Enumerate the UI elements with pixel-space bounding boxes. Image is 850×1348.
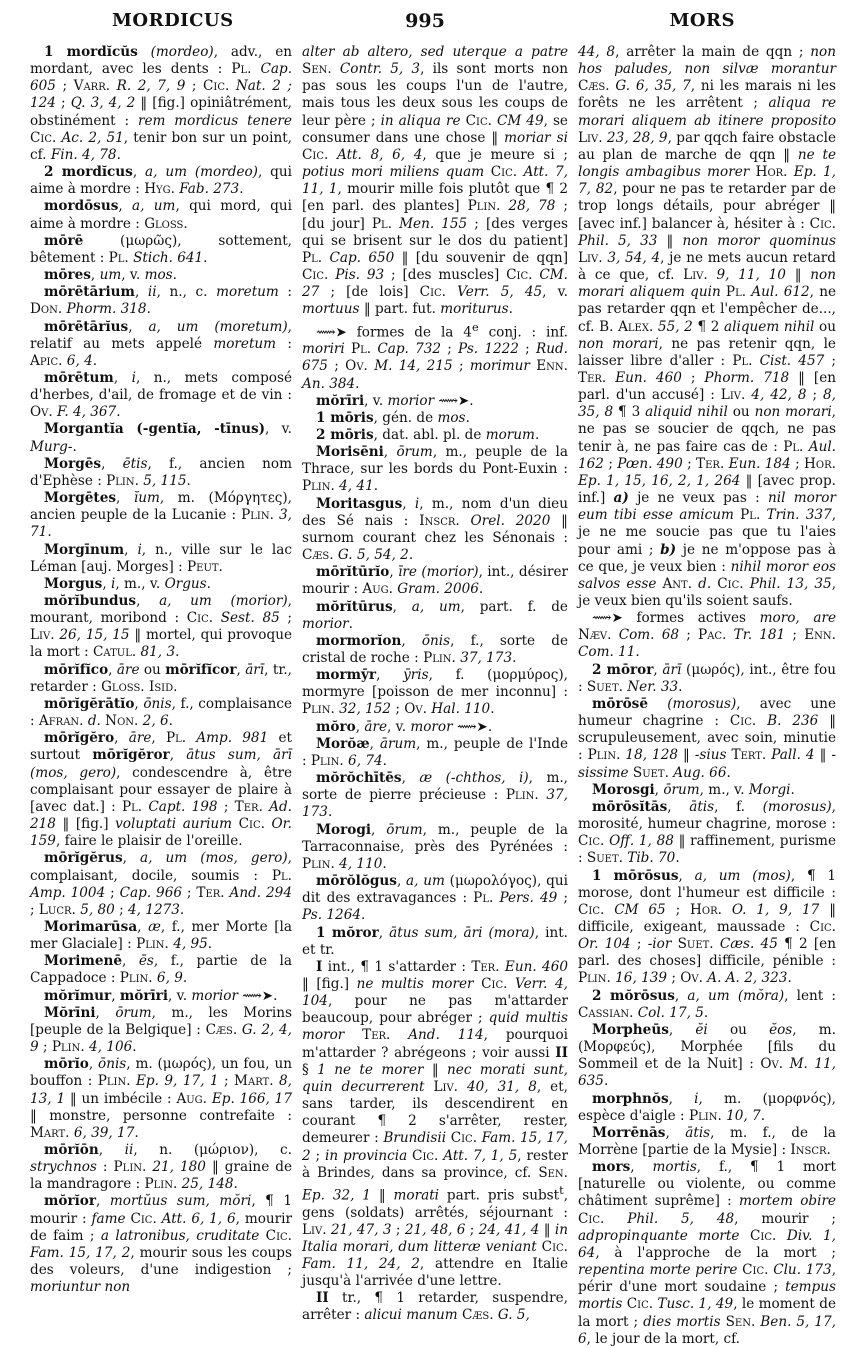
dictionary-entry: 1 mōris, gén. de mos. [316, 409, 470, 426]
dictionary-entry: mŏro, āre, v. moror ⟿➤. [316, 718, 493, 735]
dictionary-entry: I int., ¶ 1 s'attarder : Ter. Eun. 460 ‖ [fig.] ne multis morer Cic. Verr. 4, 104, pour ne pas m'attarder beaucoup, pour abréger ; quid multis moror Ter. And. 114, pourquoi m'attarder ? abrégeons ; voir aussi II § 1 ne te morer ‖ nec morati sunt, quin decurrerent Liv. 40, 31, 8, et, sans tarder, ils descendirent en courant ¶ 2 s'arrêter, rester, demeurer : Brundisii Cic. Fam. 15, 17, 2 ; in provincia Cic. Att. 7, 1, 5, rester à Brindes, dans sa province, cf. Sen. Ep. 32, 1 ‖ morati part. pris subst$^t$, gens (soldats) arrêtés, séjournant : Liv. 21, 47, 3 ; 21, 48, 6 ; 24, 41, 4 ‖ in Italia morari, dum litteræ veniant Cic. Fam. 11, 24, 2, attendre en Italie jusqu'à l'arrivée d'une lettre. [302, 958, 569, 1290]
column-right [578, 44, 836, 1348]
dictionary-entry: II tr., ¶ 1 retarder, suspendre, arrêter : alicui manum Cæs. G. 5, [302, 1290, 568, 1324]
dictionary-entry: Morgēs, ētis, f., ancien nom d'Ephèse : Plin. 5, 115. [30, 455, 292, 489]
dictionary-entry: mōrētārĭus, a, um (moretum), relatif au mets appelé moretum : Apic. 6, 4. [30, 318, 292, 369]
dictionary-entry: mōrētārium, ii, n., c. moretum : Don. Phorm. 318. [30, 284, 292, 318]
dictionary-entry: Mŏrīni, ōrum, m., les Morins [peuple de la Belgique] : Cæs. G. 2, 4, 9 ; Plin. 4, 106. [30, 1004, 292, 1056]
dictionary-entry: morphnŏs, i, m. (μορφνός), espèce d'aigle : Plin. 10, 7. [578, 1090, 836, 1124]
dictionary-entry: mŏrŏchītēs, æ (-chthos, i), m., sorte de pierre précieuse : Plin. 37, 173. [302, 770, 568, 821]
dictionary-entry: mŏrīri, v. morior ⟿➤. [316, 392, 474, 409]
dictionary-entry: mōres, um, v. mos. [44, 267, 177, 284]
dictionary-entry: Morogi, ōrum, m., peuple de la Tarraconnaise, près des Pyrénées : Plin. 4, 110. [302, 821, 568, 872]
right-running-head: MORS [669, 10, 735, 31]
dictionary-entry: mormorĭon, ōnis, f., sorte de cristal de roche : Plin. 37, 173. [302, 632, 568, 666]
dictionary-entry: mŏrĭmur, mŏrīri, v. morior ⟿➤. [44, 987, 278, 1004]
dictionary-entry: mŏrĭbundus, a, um (morior), mourant, moribond : Cic. Sest. 85 ; Liv. 26, 15, 15 ‖ mortel, qui provoque la mort : Catul. 81, 3. [30, 593, 292, 661]
page-number: 995 [405, 10, 445, 32]
dictionary-entry: Morimenē, ēs, f., partie de la Cappadoce : Plin. 6, 9. [30, 953, 292, 987]
dictionary-entry: Morimarūsa, æ, f., mer Morte [la mer Glaciale] : Plin. 4, 95. [30, 918, 292, 953]
dictionary-entry: mōrē (μωρῶς), sottement, bêtement : Pl. Stich. 641. [30, 232, 292, 266]
dictionary-entry: 2 mŏrōsus, a, um (mŏra), lent : Cassian. Col. 17, 5. [578, 987, 837, 1021]
dictionary-entry: Morgīnum, i, n., ville sur le lac Léman [auj. Morges] : Peut. [30, 541, 292, 575]
dictionary-entry: mōrĭtūrĭo, īre (morior), int., désirer mourir : Aug. Gram. 2006. [302, 564, 568, 598]
dictionary-entry: ⟿➤ formes de la 4e conj. : inf. moriri Pl. Cap. 732 ; Ps. 1222 ; Rud. 675 ; Ov. M. 14, 215 ; morimur Enn. An. 384. [302, 319, 569, 392]
dictionary-entry: 1 mordĭcŭs (mordeo), adv., en mordant, avec les dents : Pl. Cap. 605 ; Varr. R. 2, 7, 9 ; Cic. Nat. 2 ; 124 ; Q. 3, 4, 2 ‖ [fig.] opiniâtrément, obstinément : rem mordicus tenere Cic. Ac. 2, 51, tenir bon sur un point, cf. Fin. 4, 78. [30, 44, 293, 163]
dictionary-entry: 1 mŏror, ātus sum, āri (mora), int. et tr. [302, 924, 568, 958]
dictionary-entry: Morpheūs, ĕi ou ĕos, m. (Μορφεύς), Morphée [fils du Sommeil et de la Nuit] : Ov. M. 11, 635. [578, 1021, 836, 1090]
dictionary-entry: Morgantĭa (-gentĭa, -tīnus), v. Murg-. [30, 421, 292, 455]
dictionary-entry: Morrēnās, ātis, m. f., de la Morrène [partie de la Mysie] : Inscr. [578, 1124, 836, 1158]
dictionary-entry: Morisēni, ōrum, m., peuple de la Thrace, sur les bords du Pont-Euxin : Plin. 4, 41. [302, 444, 568, 495]
column-middle [302, 44, 568, 1325]
dictionary-entry: 2 mōris, dat. abl. pl. de morum. [316, 426, 540, 443]
dictionary-entry: Morgus, i, m., v. Orgus. [44, 575, 211, 592]
dictionary-entry: mōrĭfĭco, āre ou mōrĭfĭcor, ārī, tr., retarder : Gloss. Isid. [30, 661, 292, 695]
dictionary-entry: mormȳr, ȳris, f. (μορμύρος), mormyre [poisson de mer inconnu] : Plin. 32, 152 ; Ov. Hal. 110. [302, 667, 568, 718]
dictionary-entry: 2 mordĭcus, a, um (mordeo), qui aime à mordre : Hyg. Fab. 273. [30, 164, 292, 198]
dictionary-entry: mōrōsē (morosus), avec une humeur chagrine : Cic. B. 236 ‖ scrupuleusement, avec soin, minutie : Plin. 18, 128 ‖ -sius Tert. Pall. 4 ‖ -sissime Suet. Aug. 66. [578, 695, 837, 781]
dictionary-entry: Moritasgus, i, m., nom d'un dieu des Sé nais : Inscr. Orel. 2020 ‖ surnom courant chez les Sénonais : Cæs. G. 5, 54, 2. [302, 495, 568, 564]
dictionary-entry: Morgētes, ĭum, m. (Μόργητες), ancien peuple de la Lucanie : Plin. 3, 71. [30, 490, 292, 541]
dictionary-entry: mordōsus, a, um, qui mord, qui aime à mordre : Gloss. [30, 198, 292, 232]
dictionary-entry: 2 mōror, ārī (μωρός), int., être fou : Suet. Ner. 33. [578, 661, 836, 695]
dictionary-entry: mōrĭgĕro, āre, Pl. Amp. 981 et surtout mōrĭgĕror, ātus sum, ārī (mos, gero), condescendre à, être complaisant pour essayer de plaire à [avec dat.] : Pl. Capt. 198 ; Ter. Ad. 218 ‖ [fig.] voluptati aurium Cic. Or. 159, faire le plaisir de l'oreille. [30, 730, 292, 850]
dictionary-entry: mōrōsĭtās, ātis, f. (morosus), morosité, humeur chagrine, morose : Cic. Off. 1, 88 ‖ raffinement, purisme : Suet. Tib. 70. [578, 798, 836, 867]
dictionary-entry: mŏrĭtūrus, a, um, part. f. de morior. [302, 598, 568, 632]
dictionary-entry: alter ab altero, sed uterque a patre Sen. Contr. 5, 3, ils sont morts non pas sous les coups l'un de l'autre, mais tous les deux sous les coups de leur père ; in aliqua re Cic. CM 49, se consumer dans une chose ‖ moriar si Cic. Att. 8, 6, 4, que je meure si ; potius mori miliens quam Cic. Att. 7, 11, 1, mourir mille fois plutôt que ¶ 2 [en parl. des plantes] Plin. 28, 78 ; [du jour] Pl. Men. 155 ; [des verges qui se brisent sur le dos du patient] Pl. Cap. 650 ‖ [du souvenir de qqn] Cic. Pis. 93 ; [des muscles] Cic. CM. 27 ; [de lois] Cic. Verr. 5, 45, v. mortuus ‖ part. fut. moriturus. [302, 44, 569, 318]
dictionary-entry: mōrĭōn, ii, n. (μώριον), c. strychnos : Plin. 21, 180 ‖ graine de la mandragore : Plin. 25, 148. [30, 1142, 292, 1193]
dictionary-entry: mōrētum, i, n., mets composé d'herbes, d'ail, de fromage et de vin : Ov. F. 4, 367. [30, 369, 292, 421]
page-header [0, 10, 850, 36]
dictionary-entry: 44, 8, arrêter la main de qqn ; non hos paludes, non silvæ morantur Cæs. G. 6, 35, 7, ni les marais ni les forêts ne les arrêtent ; aliqua re morari aliquem ab itinere proposito Liv. 23, 28, 9, par qqch faire obstacle au plan de marche de qqn ‖ ne te longis ambagibus morer Hor. Ep. 1, 7, 82, pour ne pas te retarder par de trop longs détails, pour abréger ‖ [avec inf.] balancer à, hésiter à : Cic. Phil. 5, 33 ‖ non moror quominus Liv. 3, 54, 4, je ne mets aucun retard à ce que, cf. Liv. 9, 11, 10 ‖ non morari aliquem quin Pl. Aul. 612, ne pas retarder qqn et l'empêcher de..., cf. B. Alex. 55, 2 ¶ 2 aliquem nihil ou non morari, ne pas retenir qqn, le laisser libre d'aller : Pl. Cist. 457 ; Ter. Eun. 460 ; Phorm. 718 ‖ [en parl. d'un accusé] : Liv. 4, 42, 8 ; 8, 35, 8 ¶ 3 aliquid nihil ou non morari, ne pas se soucier de qqch, ne pas tenir à, ne pas faire cas de : Pl. Aul. 162 ; Pœn. 490 ; Ter. Eun. 184 ; Hor. Ep. 1, 15, 16, 2, 1, 264 ‖ [avec prop. inf.] a) je ne veux pas : nil moror eum tibi esse amicum Pl. Trin. 337, je ne me soucie pas que tu l'aies pour ami ; b) je ne m'oppose pas à ce que, je veux bien : nihil moror eos salvos esse Ant. d. Cic. Phil. 13, 35, je veux bien qu'ils soient saufs. [578, 44, 837, 609]
dictionary-entry: mŏrĭor, mortŭus sum, mŏri, ¶ 1 mourir : fame Cic. Att. 6, 1, 6, mourir de faim ; a latronibus, cruditate Cic. Fam. 15, 17, 2, mourir sous les coups des voleurs, d'une indigestion ; moriuntur non [30, 1193, 293, 1296]
dictionary-entry: mōrŏlŏgus, a, um (μωρολόγος), qui dit des extravagances : Pl. Pers. 49 ; Ps. 1264. [302, 873, 568, 924]
left-running-head: MORDICUS [112, 10, 234, 31]
dictionary-entry: 1 mōrōsus, a, um (mos), ¶ 1 morose, dont l'humeur est difficile : Cic. CM 65 ; Hor. O. 1, 9, 17 ‖ difficile, exigeant, maussade : Cic. Or. 104 ; -ior Suet. Cæs. 45 ¶ 2 [en parl. des choses] difficile, pénible : Plin. 16, 139 ; Ov. A. A. 2, 323. [578, 867, 837, 987]
dictionary-entry: mōrĭo, ōnis, m. (μωρός), un fou, un bouffon : Plin. Ep. 9, 17, 1 ; Mart. 8, 13, 1 ‖ un imbécile : Aug. Ep. 166, 17 ‖ monstre, personne contrefaite : Mart. 6, 39, 17. [30, 1056, 292, 1141]
dictionary-entry: Morosgi, ōrum, m., v. Morgi. [592, 781, 795, 798]
column-left [30, 44, 292, 1296]
dictionary-entry: ⟿➤ formes actives moro, are Næv. Com. 68 ; Pac. Tr. 181 ; Enn. Com. 11. [578, 610, 836, 661]
dictionary-entry: mōrĭgĕrus, a, um (mos, gero), complaisant, docile, soumis : Pl. Amp. 1004 ; Cap. 966 ; Ter. And. 294 ; Lucr. 5, 80 ; 4, 1273. [30, 850, 292, 918]
dictionary-entry: mors, mortis, f., ¶ 1 mort [naturelle ou violente, ou comme châtiment suprême] : mortem obire Cic. Phil. 5, 48, mourir ; adpropinquante morte Cic. Div. 1, 64, à l'approche de la mort ; repentina morte perire Cic. Clu. 173, périr d'une mort soudaine ; tempus mortis Cic. Tusc. 1, 49, le moment de la mort ; dies mortis Sen. Ben. 5, 17, 6, le jour de la mort, cf. [578, 1159, 837, 1347]
dictionary-entry: mōrĭgĕrātĭo, ōnis, f., complaisance : Afran. d. Non. 2, 6. [30, 695, 292, 730]
dictionary-entry: Morŏæ, ārum, m., peuple de l'Inde : Plin. 6, 74. [302, 735, 568, 769]
